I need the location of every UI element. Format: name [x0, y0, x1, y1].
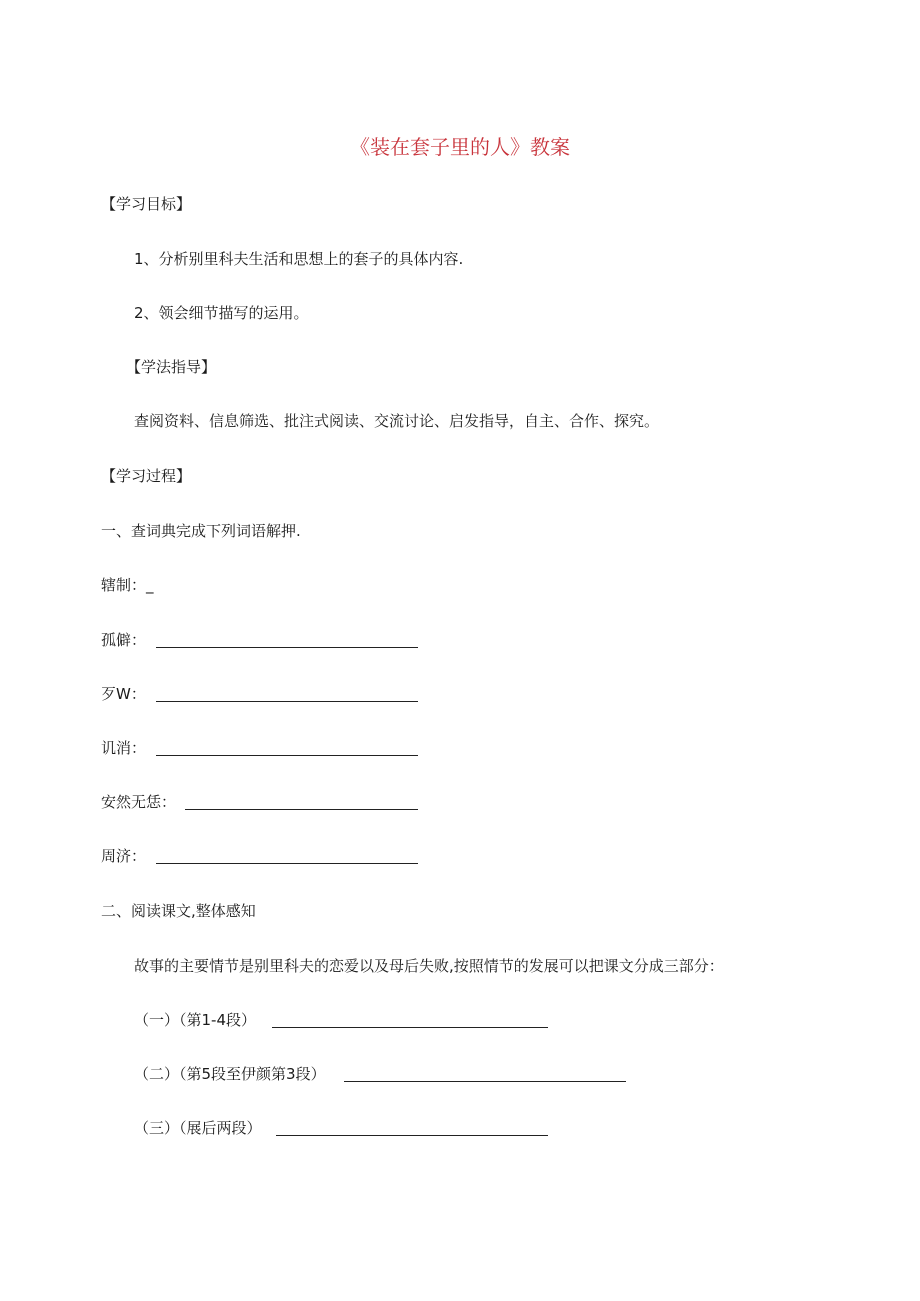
term-label: 讥消： — [101, 739, 147, 757]
section2-intro: 故事的主要情节是别里科夫的恋爱以及母后失败,按照情节的发展可以把课文分成三部分： — [134, 957, 724, 975]
term-label: 周济： — [101, 847, 147, 865]
part-label: （二）（第5段至伊颜第3段） — [134, 1065, 326, 1083]
objectives-heading: 【学习目标】 — [101, 195, 192, 213]
term-label: 孤僻： — [101, 631, 147, 649]
term-label: 歹W： — [101, 685, 146, 703]
process-heading: 【学习过程】 — [101, 467, 192, 485]
part-label: （三）（展后两段） — [134, 1119, 262, 1137]
answer-line[interactable] — [185, 809, 418, 810]
objective-item: 2、领会细节描写的运用。 — [134, 304, 309, 322]
answer-line[interactable] — [156, 755, 418, 756]
answer-line[interactable] — [272, 1027, 548, 1028]
objective-item: 1、分析别里科夫生活和思想上的套子的具体内容. — [134, 250, 464, 268]
term-label: 辖制：_ — [101, 576, 154, 594]
section1-heading: 一、查词典完成下列词语解押. — [101, 522, 301, 540]
answer-line[interactable] — [156, 863, 418, 864]
page-title: 《装在套子里的人》教案 — [350, 135, 570, 159]
answer-line[interactable] — [156, 701, 418, 702]
answer-line[interactable] — [276, 1135, 548, 1136]
answer-line[interactable] — [156, 647, 418, 648]
answer-line[interactable] — [344, 1081, 626, 1082]
method-text: 查阅资料、信息筛选、批注式阅读、交流讨论、启发指导，自主、合作、探究。 — [134, 412, 660, 430]
part-label: （一）（第1-4段） — [134, 1011, 257, 1029]
method-heading: 【学法指导】 — [126, 358, 217, 376]
section2-heading: 二、阅读课文,整体感知 — [101, 902, 256, 920]
term-label: 安然无恁： — [101, 793, 177, 811]
